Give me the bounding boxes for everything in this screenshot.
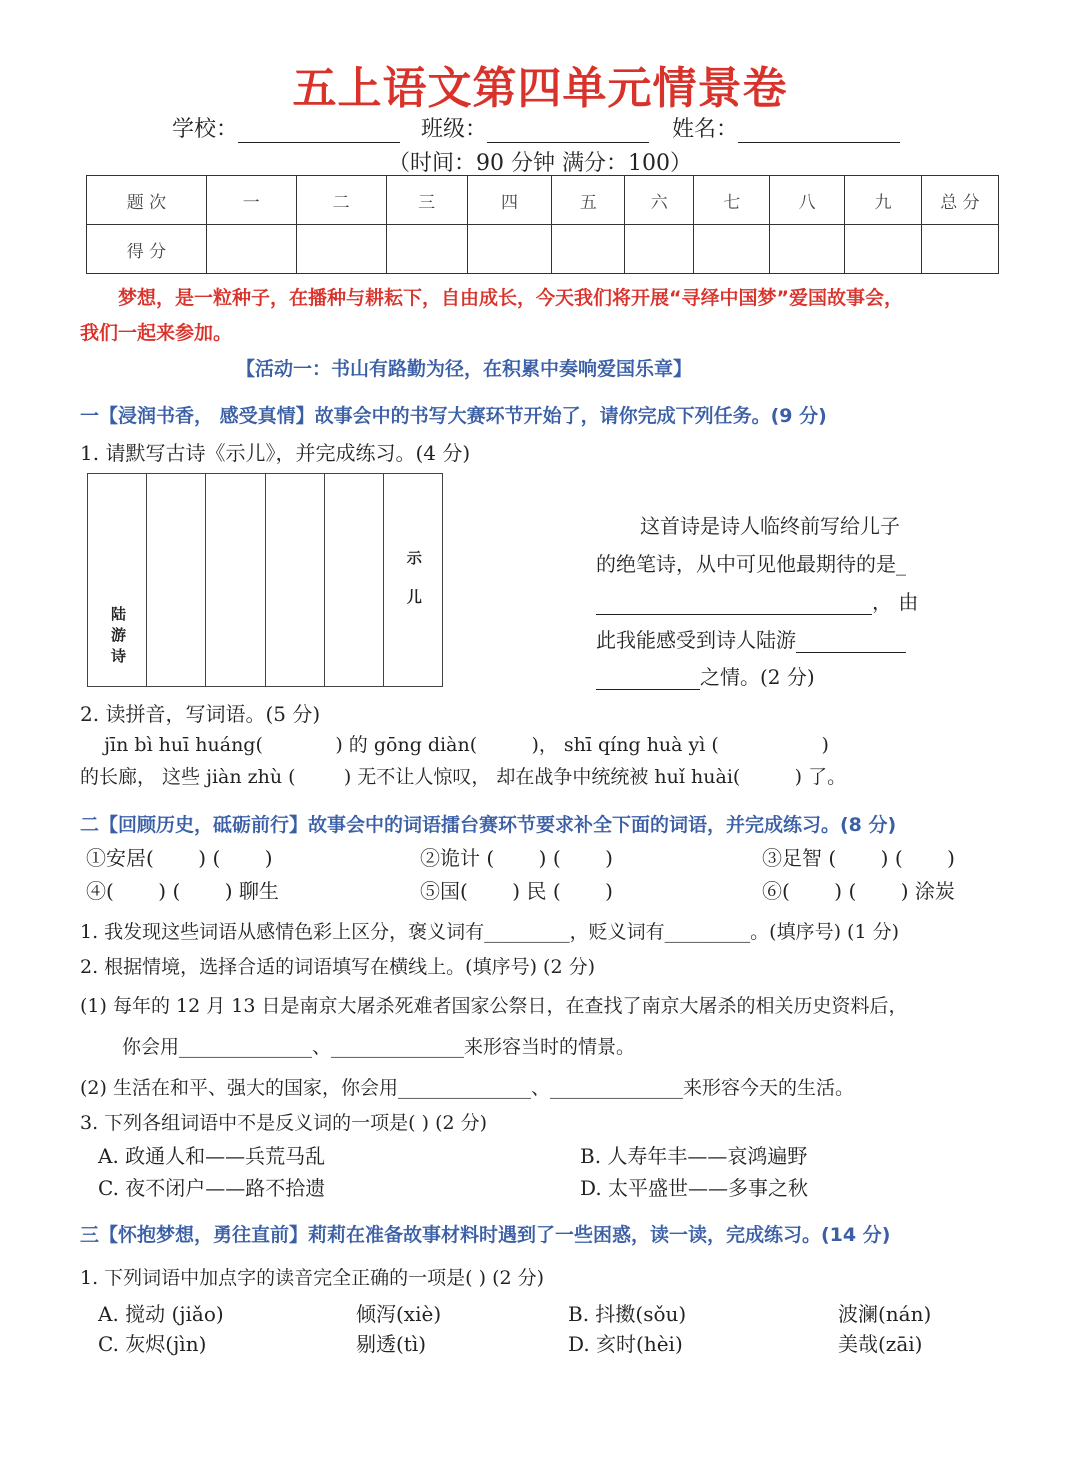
s2-question-3: 3. 下列各组词语中不是反义词的一项是( ) (2 分) — [80, 1112, 488, 1134]
choice-a-word-2: 倾泻(xiè) — [356, 1302, 442, 1326]
poem-side-text-1: 这首诗是诗人临终前写给儿子 — [640, 514, 900, 538]
score-row — [87, 225, 999, 274]
score-cell[interactable] — [625, 225, 694, 274]
poem-column[interactable] — [265, 474, 324, 686]
choice-a[interactable]: A. 搅动 (jiǎo) — [98, 1302, 224, 1326]
word-item[interactable]: ④( ) ( ) 聊生 — [86, 879, 279, 903]
poem-title: 示儿 — [404, 550, 423, 628]
choice-b-word-2: 波澜(nán) — [838, 1302, 932, 1326]
time-score-info: （时间：90 分钟 满分：100） — [388, 151, 692, 176]
choice-b[interactable]: B. 抖擞(sǒu) — [568, 1302, 687, 1326]
score-header-cell: 三 — [386, 176, 467, 225]
class-label: 班级： — [421, 117, 488, 142]
class-field — [421, 112, 649, 143]
s3-question-1: 1. 下列词语中加点字的读音完全正确的一项是( ) (2 分) — [80, 1267, 545, 1289]
s2-scenario-2: (2) 生活在和平、强大的国家，你会用______________、______________来形容今天的生活。 — [80, 1077, 854, 1099]
poem-column[interactable] — [205, 474, 264, 686]
activity-heading: 【活动一：书山有路勤为径，在积累中奏响爱国乐章】 — [236, 358, 693, 380]
word-item[interactable]: ⑥( ) ( ) 涂炭 — [762, 879, 955, 903]
choice-c[interactable]: C. 夜不闭户——路不拾遗 — [98, 1176, 326, 1200]
name-blank[interactable] — [738, 120, 900, 143]
score-header-cell: 总 分 — [921, 176, 998, 225]
section2-heading: 二【回顾历史，砥砺前行】故事会中的词语擂台赛环节要求补全下面的词语，并完成练习。(8 分) — [80, 814, 897, 836]
poem-column[interactable] — [383, 474, 442, 686]
score-cell[interactable] — [694, 225, 770, 274]
section1-heading: 一【浸润书香， 感受真情】故事会中的书写大赛环节开始了，请你完成下列任务。(9 分) — [80, 405, 827, 427]
score-header-cell: 五 — [552, 176, 625, 225]
word-item[interactable]: ②诡计 ( ) ( ) — [420, 846, 613, 870]
s1-question-1: 1. 请默写古诗《示儿》，并完成练习。(4 分) — [80, 441, 471, 465]
school-label: 学校： — [172, 117, 239, 142]
score-header-row — [87, 176, 999, 225]
poem-side-text-3: ， 由 — [596, 586, 918, 615]
choice-d-word-2: 美哉(zāi) — [838, 1332, 923, 1356]
name-field — [672, 112, 900, 143]
poem-column[interactable] — [88, 474, 146, 686]
choice-c-word-2: 剔透(tì) — [356, 1332, 427, 1356]
score-header-cell: 七 — [694, 176, 770, 225]
score-table — [86, 175, 999, 274]
score-header-cell: 一 — [206, 176, 296, 225]
page-title: 五上语文第四单元情景卷 — [292, 63, 788, 114]
pinyin-line-1: jīn bì huī huáng( ) 的 gōng diàn( )， shī qíng huà yì ( ) — [80, 734, 829, 756]
score-cell[interactable] — [386, 225, 467, 274]
score-header-cell: 八 — [770, 176, 845, 225]
score-cell[interactable] — [770, 225, 845, 274]
word-item[interactable]: ③足智 ( ) ( ) — [762, 846, 955, 870]
s1-question-2: 2. 读拼音，写词语。(5 分) — [80, 702, 321, 726]
choice-b[interactable]: B. 人寿年丰——哀鸿遍野 — [580, 1144, 808, 1168]
score-cell[interactable] — [921, 225, 998, 274]
word-item[interactable]: ⑤国( ) 民 ( ) — [420, 879, 613, 903]
word-item[interactable]: ①安居( ) ( ) — [86, 846, 273, 870]
choice-d[interactable]: D. 亥时(hèi) — [568, 1332, 683, 1356]
poem-side-text-2: 的绝笔诗，从中可见他最期待的是_ — [596, 552, 906, 576]
pinyin-line-2: 的长廊， 这些 jiàn zhù ( ) 无不让人惊叹， 却在战争中统统被 huǐ huài( ) 了。 — [80, 766, 847, 788]
poem-author: 陆游诗 — [109, 606, 127, 669]
section3-heading: 三【怀抱梦想，勇往直前】莉莉在准备故事材料时遇到了一些困惑，读一读，完成练习。(14 分) — [80, 1224, 891, 1246]
name-label: 姓名： — [672, 117, 739, 142]
score-cell[interactable] — [296, 225, 386, 274]
poem-column[interactable] — [146, 474, 205, 686]
class-blank[interactable] — [487, 120, 649, 143]
intro-line-2: 我们一起来参加。 — [80, 322, 233, 344]
poem-writing-grid[interactable] — [87, 473, 443, 687]
choice-c[interactable]: C. 灰烬(jìn) — [98, 1332, 207, 1356]
s2-question-2: 2. 根据情境，选择合适的词语填写在横线上。(填序号) (2 分) — [80, 956, 595, 978]
s2-scenario-1b: 你会用______________、______________来形容当时的情景。 — [122, 1036, 636, 1058]
poem-side-text-4: 此我能感受到诗人陆游 — [596, 624, 906, 653]
answer-blank[interactable] — [596, 667, 700, 690]
poem-side-text-5: 之情。(2 分) — [596, 661, 815, 690]
school-blank[interactable] — [238, 120, 400, 143]
choice-a[interactable]: A. 政通人和——兵荒马乱 — [98, 1144, 326, 1168]
score-header-cell: 二 — [296, 176, 386, 225]
score-row-label: 得 分 — [87, 225, 207, 274]
answer-blank[interactable] — [796, 630, 906, 653]
score-cell[interactable] — [206, 225, 296, 274]
score-header-cell: 题 次 — [87, 176, 207, 225]
s2-question-1: 1. 我发现这些词语从感情色彩上区分，褒义词有_________，贬义词有_________。(填序号) (1 分) — [80, 921, 899, 943]
score-cell[interactable] — [552, 225, 625, 274]
s2-scenario-1a: (1) 每年的 12 月 13 日是南京大屠杀死难者国家公祭日，在查找了南京大屠杀的相关历史资料后， — [80, 995, 908, 1017]
school-field — [172, 112, 400, 143]
answer-blank[interactable] — [596, 592, 872, 615]
intro-line-1: 梦想，是一粒种子，在播种与耕耘下，自由成长，今天我们将开展“寻绎中国梦”爱国故事会， — [118, 287, 903, 309]
score-cell[interactable] — [845, 225, 922, 274]
poem-column[interactable] — [324, 474, 383, 686]
score-header-cell: 六 — [625, 176, 694, 225]
choice-d[interactable]: D. 太平盛世——多事之秋 — [580, 1176, 809, 1200]
score-header-cell: 四 — [467, 176, 552, 225]
score-header-cell: 九 — [845, 176, 922, 225]
score-cell[interactable] — [467, 225, 552, 274]
